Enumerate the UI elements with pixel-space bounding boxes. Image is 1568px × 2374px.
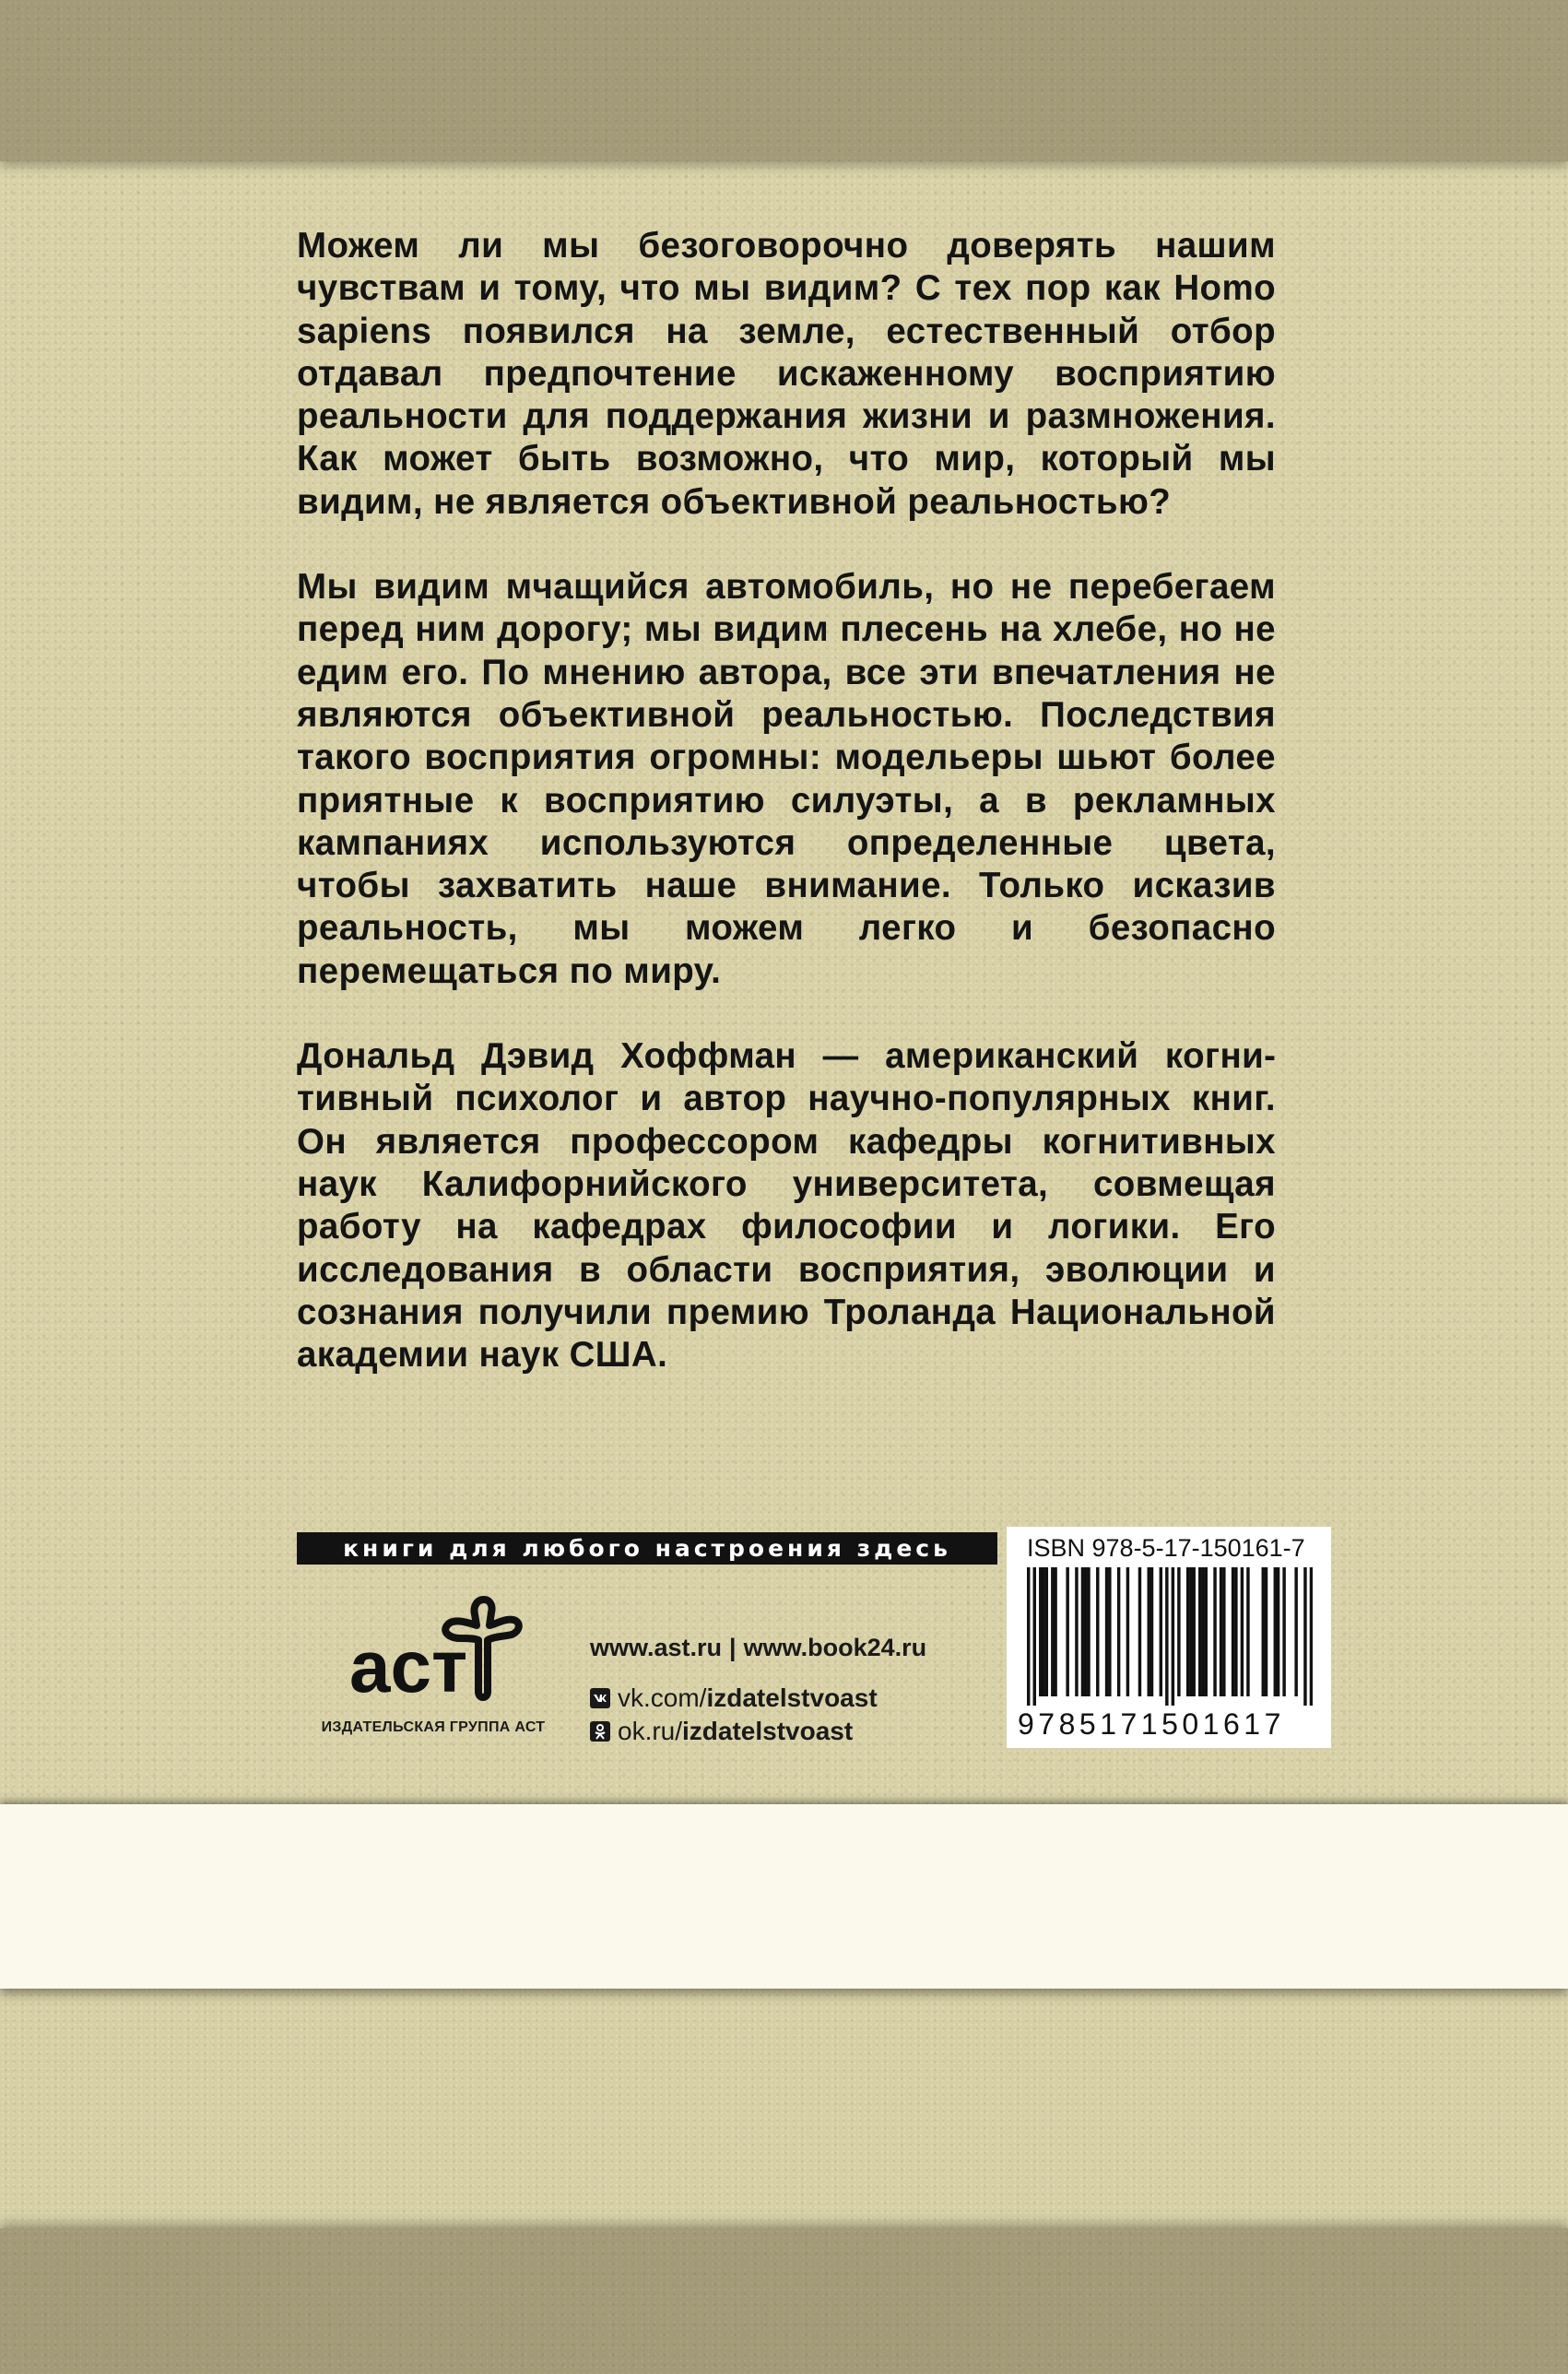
isbn-block bbox=[1007, 1527, 1331, 1748]
link-separator: | bbox=[729, 1634, 737, 1661]
ok-icon bbox=[590, 1721, 610, 1742]
barcode-bar bbox=[1165, 1567, 1168, 1706]
barcode-bar bbox=[1045, 1567, 1048, 1696]
barcode-bar bbox=[1303, 1567, 1306, 1706]
social-links bbox=[590, 1682, 986, 1748]
barcode-bar bbox=[1220, 1567, 1222, 1696]
blurb-text bbox=[297, 225, 1276, 1419]
barcode-bar bbox=[1246, 1567, 1249, 1696]
barcode-bar bbox=[1186, 1567, 1189, 1696]
barcode-bar bbox=[1126, 1567, 1129, 1696]
barcode-bar bbox=[1232, 1567, 1234, 1696]
barcode-bar bbox=[1054, 1567, 1056, 1696]
barcode-bar bbox=[1160, 1567, 1162, 1696]
barcode-icon bbox=[1027, 1567, 1313, 1706]
publisher-links bbox=[590, 1632, 986, 1748]
barcode-bar bbox=[1066, 1567, 1068, 1696]
barcode-bar bbox=[1310, 1567, 1313, 1706]
barcode-bar bbox=[1277, 1567, 1279, 1696]
barcode-bar bbox=[1075, 1567, 1078, 1696]
isbn-label: ISBN 978-5-17-150161-7 bbox=[1027, 1534, 1305, 1562]
barcode-bar bbox=[1172, 1567, 1174, 1706]
barcode-bar bbox=[1105, 1567, 1108, 1696]
logo-text: аст bbox=[349, 1625, 468, 1707]
white-strip bbox=[0, 1804, 1568, 1989]
barcode-bar bbox=[1039, 1567, 1042, 1696]
publisher-logo bbox=[318, 1581, 548, 1747]
blurb-paragraph-2: Мы видим мчащийся автомобиль, но не перебегаем перед ним дорогу; мы видим плесень на хлебе, но не едим его. По мнению автора, все эти впечатления не являются объективной реальностью. Последствия такого восприятия огромны: модельеры шьют более приятные к восприятию силуэты, а в рекламных кампаниях используются определенные цвета, чтобы захватить наше внимание. Только исказив реальность, мы можем легко и безопасно перемещаться по миру. bbox=[297, 567, 1276, 991]
bottom-band bbox=[0, 2228, 1568, 2374]
site-link-ast[interactable]: www.ast.ru bbox=[590, 1634, 723, 1661]
barcode-bar bbox=[1241, 1567, 1244, 1696]
barcode-bar bbox=[1294, 1567, 1297, 1696]
barcode-bar bbox=[1108, 1567, 1111, 1696]
barcode-bar bbox=[1087, 1567, 1090, 1696]
barcode-bar bbox=[1262, 1567, 1265, 1696]
barcode-bar bbox=[1265, 1567, 1267, 1696]
tagline-bar: книги для любого настроения здесь bbox=[297, 1532, 997, 1565]
barcode-bar bbox=[1051, 1567, 1054, 1696]
publisher-caption: ИЗДАТЕЛЬСКАЯ ГРУППА АСТ bbox=[321, 1719, 546, 1735]
site-link-book24[interactable]: www.book24.ru bbox=[743, 1634, 927, 1661]
barcode-bar bbox=[1234, 1567, 1237, 1696]
barcode-bar bbox=[1081, 1567, 1084, 1696]
barcode-bar bbox=[1033, 1567, 1036, 1706]
barcode-bar bbox=[1148, 1567, 1150, 1696]
barcode-bar bbox=[1027, 1567, 1030, 1706]
barcode-bar bbox=[1189, 1567, 1192, 1696]
barcode-bar bbox=[1274, 1567, 1277, 1696]
lower-panel bbox=[0, 1989, 1568, 2228]
vk-icon bbox=[590, 1688, 610, 1708]
barcode-bar bbox=[1205, 1567, 1208, 1696]
barcode-bar bbox=[1138, 1567, 1141, 1696]
barcode-bar bbox=[1192, 1567, 1195, 1696]
barcode-bar bbox=[1213, 1567, 1216, 1696]
ok-domain: ok.ru/ bbox=[618, 1717, 683, 1745]
barcode-bar bbox=[1177, 1567, 1180, 1696]
ast-logo-icon bbox=[346, 1581, 530, 1719]
barcode-bar bbox=[1084, 1567, 1087, 1696]
barcode-bar bbox=[1201, 1567, 1204, 1696]
barcode-bar bbox=[1222, 1567, 1225, 1696]
vk-domain: vk.com/ bbox=[618, 1683, 707, 1712]
blurb-paragraph-1: Можем ли мы безоговорочно доверять нашим чувствам и тому, что мы видим? С тех пор как Homo sapiens появился на земле, естественный отбор отдавал предпочтение искаженному восприятию реальности для поддержания жизни и размножения. Как может быть возможно, что мир, который мы видим, не является объективной реальностью? bbox=[297, 226, 1276, 522]
ok-handle: izdatelstvoast bbox=[682, 1717, 854, 1745]
barcode-bar bbox=[1198, 1567, 1201, 1696]
barcode-digits: 9785171501617 bbox=[1018, 1707, 1285, 1741]
barcode-bar bbox=[1042, 1567, 1044, 1696]
barcode-bar bbox=[1282, 1567, 1285, 1696]
barcode-bar bbox=[1150, 1567, 1153, 1696]
website-links bbox=[590, 1632, 986, 1663]
blurb-paragraph-3: Дональд Дэвид Хоффман — американский когнитивный психолог и автор научно-популярных книг. Он является профессором кафедры когнитивных наук Калифорнийского университета, совмещая работу на кафедрах философии и логики. Его исследования в области восприятия, эволюции и сознания получили премию Троланда Национальной академии наук США. bbox=[297, 1036, 1276, 1376]
barcode-bar bbox=[1117, 1567, 1120, 1696]
vk-handle: izdatelstvoast bbox=[706, 1683, 878, 1712]
barcode-bar bbox=[1096, 1567, 1099, 1696]
vk-link[interactable] bbox=[590, 1682, 986, 1715]
top-band bbox=[0, 0, 1568, 161]
ok-link[interactable] bbox=[590, 1715, 986, 1748]
